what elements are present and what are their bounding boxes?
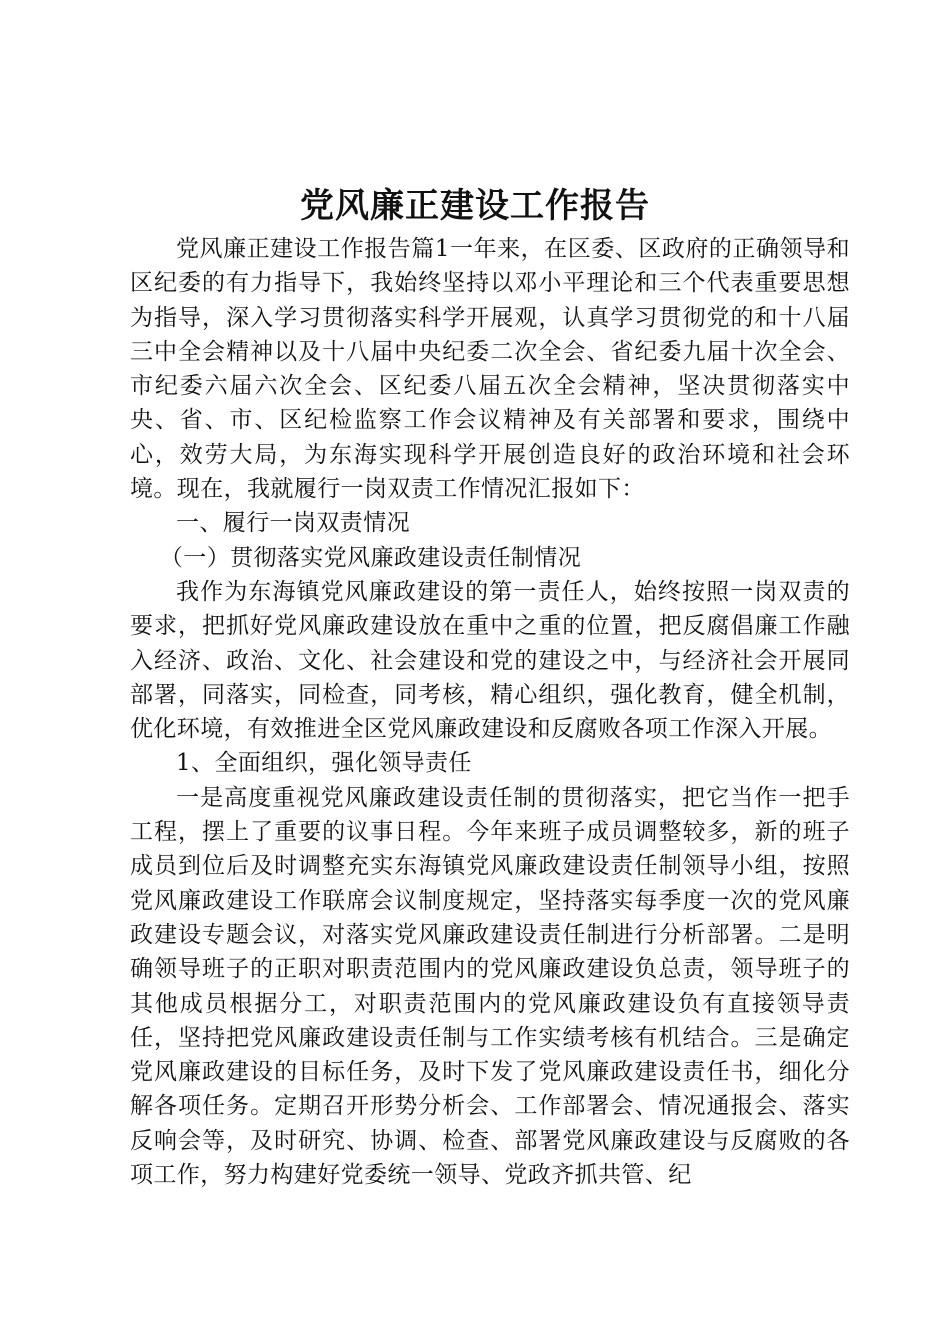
body-paragraph: 我作为东海镇党风廉政建设的第一责任人，始终按照一岗双责的要求，把抓好党风廉政建设放在重中之重的位置，把反腐倡廉工作融入经济、政治、文化、社会建设和党的建设之中，与经济社会开展同部署，同落实，同检查，同考核，精心组织，强化教育，健全机制，优化环境，有效推进全区党风廉政建设和反腐败各项工作深入开展。 [130, 578, 850, 743]
document-body [130, 232, 850, 1192]
item-heading-1: 1、全面组织，强化领导责任 [176, 750, 472, 777]
intro-paragraph: 党风廉正建设工作报告篇1一年来，在区委、区政府的正确领导和区纪委的有力指导下，我始终坚持以邓小平理论和三个代表重要思想为指导，深入学习贯彻落实科学开展观，认真学习贯彻党的和十八届三中全会精神以及十八届中央纪委二次全会、省纪委九届十次全会、市纪委六届六次全会、区纪委八届五次全会精神，坚决贯彻落实中央、省、市、区纪检监察工作会议精神及有关部署和要求，围绕中心，效劳大局，为东海实现科学开展创造良好的政治环境和社会环境。现在，我就履行一岗双责工作情况汇报如下： [130, 236, 850, 503]
subsection-heading-1: （一）贯彻落实党风廉政建设责任制情况 [159, 544, 582, 571]
body-paragraph: 一是高度重视党风廉政建设责任制的贯彻落实，把它当作一把手工程，摆上了重要的议事日程。今年来班子成员调整较多，新的班子成员到位后及时调整充实东海镇党风廉政建设责任制领导小组，按照党风廉政建设工作联席会议制度规定，坚持落实每季度一次的党风廉政建设专题会议，对落实党风廉政建设责任制进行分析部署。二是明确领导班子的正职对职责范围内的党风廉政建设负总责，领导班子的其他成员根据分工，对职责范围内的党风廉政建设负有直接领导责任，坚持把党风廉政建设责任制与工作实绩考核有机结合。三是确定党风廉政建设的目标任务，及时下发了党风廉政建设责任书，细化分解各项任务。定期召开形势分析会、工作部署会、情况通报会、落实反响会等，及时研究、协调、检查、部署党风廉政建设与反腐败的各项工作，努力构建好党委统一领导、党政齐抓共管、纪 [130, 784, 850, 1189]
document-title: 党风廉正建设工作报告 [300, 186, 650, 226]
section-heading-1: 一、履行一岗双责情况 [176, 510, 410, 537]
